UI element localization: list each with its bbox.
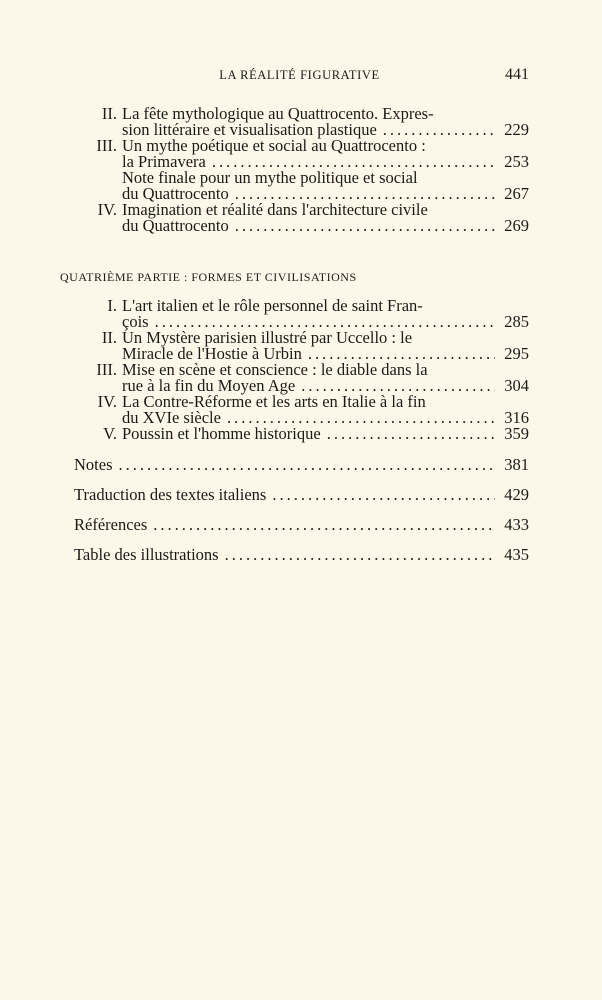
chapter-title-text: Poussin et l'homme historique xyxy=(122,424,321,443)
toc-entry[interactable] xyxy=(74,298,529,330)
toc-entry[interactable] xyxy=(74,106,529,138)
toc-entry[interactable] xyxy=(74,170,529,202)
chapter-title-text: La fête mythologique au Quattrocento. Expres- xyxy=(122,104,434,123)
back-matter-label: Références xyxy=(74,515,148,534)
page-ref: 253 xyxy=(504,152,529,171)
toc-entry[interactable] xyxy=(74,330,529,362)
page-ref: 304 xyxy=(504,376,529,395)
chapter-title-text: Mise en scène et conscience : le diable dans la xyxy=(122,360,428,379)
page-ref: 267 xyxy=(504,184,529,203)
toc-entry[interactable] xyxy=(74,202,529,234)
dot-leader xyxy=(235,218,495,234)
chapter-title-text: rue à la fin du Moyen Age xyxy=(122,376,296,395)
chapter-number: IV. xyxy=(97,392,117,411)
back-matter-label: Table des illustrations xyxy=(74,545,219,564)
chapter-title-text: Imagination et réalité dans l'architecture civile xyxy=(122,200,428,219)
toc-section-a xyxy=(74,106,529,234)
back-matter-label: Notes xyxy=(74,455,113,474)
page-ref: 285 xyxy=(504,312,529,331)
chapter-number: II. xyxy=(101,328,117,347)
chapter-title-text: sion littéraire et visualisation plastique xyxy=(122,120,377,139)
chapter-title-text: Un mythe poétique et social au Quattrocento : xyxy=(122,136,426,155)
toc-entry-line xyxy=(74,218,529,234)
toc-entry[interactable] xyxy=(74,138,529,170)
chapter-title-text: du Quattrocento xyxy=(122,216,229,235)
chapter-number: II. xyxy=(101,104,117,123)
running-title: LA RÉALITÉ FIGURATIVE xyxy=(219,68,380,82)
page-ref: 295 xyxy=(504,344,529,363)
page-ref: 435 xyxy=(504,545,529,564)
toc-entry[interactable] xyxy=(74,394,529,426)
toc-entry-line xyxy=(74,426,529,442)
chapter-title-text: L'art italien et le rôle personnel de saint Fran- xyxy=(122,296,423,315)
chapter-number: III. xyxy=(96,360,117,379)
chapter-title-text: la Primavera xyxy=(122,152,206,171)
page-ref: 429 xyxy=(504,485,529,504)
chapter-number: V. xyxy=(103,424,117,443)
chapter-number: IV. xyxy=(97,200,117,219)
dot-leader xyxy=(153,515,495,535)
page-ref: 316 xyxy=(504,408,529,427)
chapter-title-text: du Quattrocento xyxy=(122,184,229,203)
page-ref: 269 xyxy=(504,216,529,235)
dot-leader xyxy=(272,485,495,505)
running-header xyxy=(74,66,529,84)
back-matter-entry[interactable] xyxy=(74,455,529,485)
chapter-number: I. xyxy=(107,296,117,315)
toc-section-b xyxy=(74,298,529,442)
page-ref: 433 xyxy=(504,515,529,534)
back-matter-label: Traduction des textes italiens xyxy=(74,485,267,504)
chapter-title-text: çois xyxy=(122,312,149,331)
page-ref: 359 xyxy=(504,424,529,443)
dot-leader xyxy=(119,455,496,475)
chapter-title-text: Note finale pour un mythe politique et social xyxy=(122,168,418,187)
part-heading: QUATRIÈME PARTIE : FORMES ET CIVILISATIONS xyxy=(60,270,357,284)
toc-entry[interactable] xyxy=(74,426,529,442)
chapter-number: III. xyxy=(96,136,117,155)
chapter-title-text: Miracle de l'Hostie à Urbin xyxy=(122,344,302,363)
page-ref: 381 xyxy=(504,455,529,474)
chapter-title-text: du XVIe siècle xyxy=(122,408,221,427)
chapter-title-text: La Contre-Réforme et les arts en Italie à la fin xyxy=(122,392,426,411)
page-number: 441 xyxy=(505,66,529,83)
back-matter-entry[interactable] xyxy=(74,515,529,545)
page-ref: 229 xyxy=(504,120,529,139)
back-matter-entry[interactable] xyxy=(74,545,529,575)
dot-leader xyxy=(225,545,495,565)
back-matter-entry[interactable] xyxy=(74,485,529,515)
chapter-title-text: Un Mystère parisien illustré par Uccello : le xyxy=(122,328,413,347)
dot-leader xyxy=(327,426,495,442)
toc-back-matter xyxy=(74,455,529,575)
toc-entry[interactable] xyxy=(74,362,529,394)
